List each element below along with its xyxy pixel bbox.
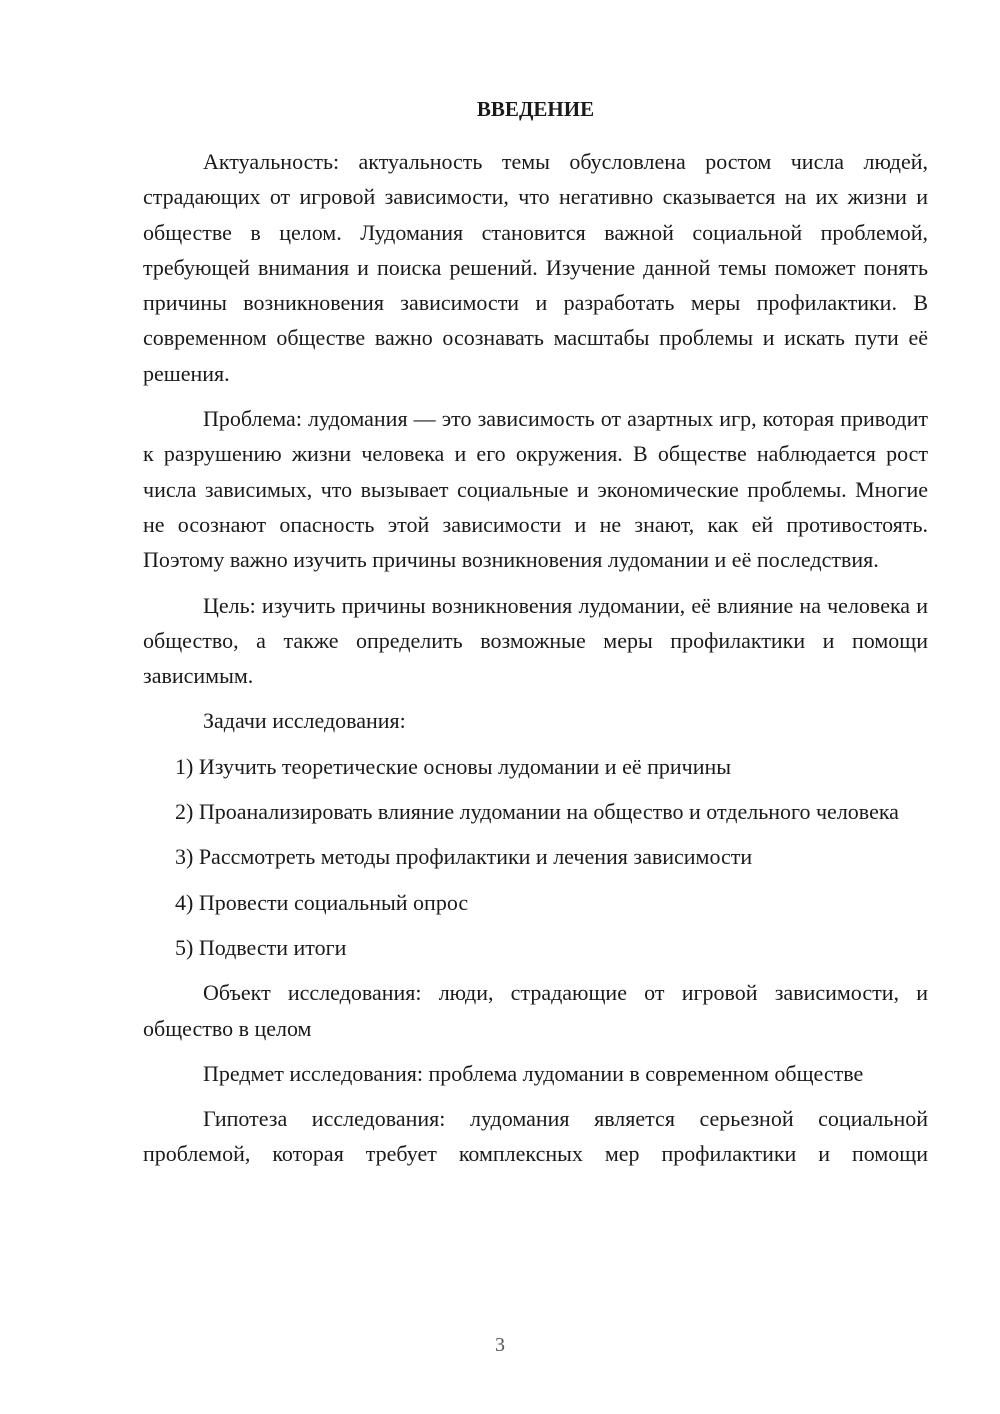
paragraph-subject: Предмет исследования: проблема лудомании в современном обществе bbox=[203, 1060, 864, 1086]
paragraph-hypothesis: Гипотеза исследования: лудомания является серьезной социальной проблемой, которая требует комплексных мер профилактики и помощи bbox=[143, 1106, 928, 1167]
paragraph-problem: Проблема: лудомания — это зависимость от азартных игр, которая приводит к разрушению жизни человека и его окружения. В обществе наблюдается рост числа зависимых, что вызывает социальные и экономические проблемы. Многие не осознают опасность этой зависимости и не знают, как ей противостоять. Поэтому важно изучить причины возникновения лудомании и её последствия. bbox=[143, 406, 928, 573]
task-item-5: 5) Подвести итоги bbox=[175, 934, 347, 960]
task-item-2: 2) Проанализировать влияние лудомании на общество и отдельного человека bbox=[175, 799, 899, 825]
task-item-3: 3) Рассмотреть методы профилактики и лечения зависимости bbox=[175, 844, 753, 870]
section-heading: ВВЕДЕНИЕ bbox=[476, 97, 595, 121]
paragraph-relevance: Актуальность: актуальность темы обусловлена ростом числа людей, страдающих от игровой зависимости, что негативно сказывается на их жизни и обществе в целом. Лудомания становится важной социальной проблемой, требующей внимания и поиска решений. Изучение данной темы поможет понять причины возникновения зависимости и разработать меры профилактики. В современном обществе важно осознавать масштабы проблемы и искать пути её решения. bbox=[143, 149, 928, 386]
task-item-4: 4) Провести социальный опрос bbox=[175, 889, 469, 915]
document-body bbox=[143, 92, 928, 1182]
paragraph-object: Объект исследования: люди, страдающие от игровой зависимости, и общество в целом bbox=[143, 980, 928, 1041]
paragraph-goal: Цель: изучить причины возникновения лудомании, её влияние на человека и общество, а также определить возможные меры профилактики и помощи зависимым. bbox=[143, 592, 928, 689]
page-number: 3 bbox=[495, 1334, 505, 1356]
task-item-1: 1) Изучить теоретические основы лудомании и её причины bbox=[175, 753, 732, 779]
tasks-title: Задачи исследования: bbox=[203, 708, 406, 734]
